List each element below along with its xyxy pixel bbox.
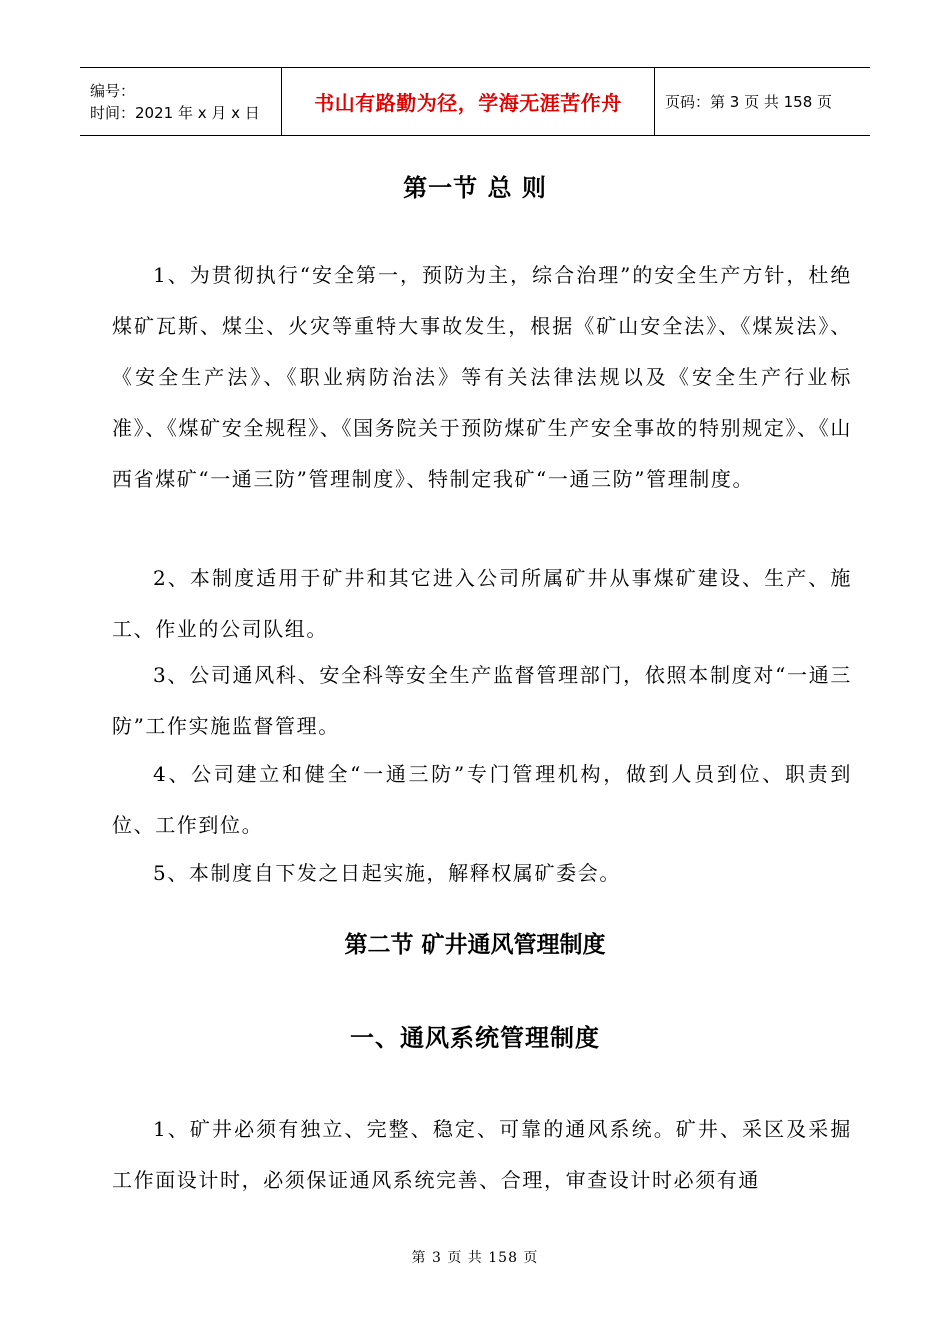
paragraph: 5、本制度自下发之日起实施，解释权属矿委会。 xyxy=(153,861,621,885)
section-1-title: 第一节 总 则 xyxy=(403,174,547,202)
document-time-label: 时间：2021 年 x 月 x 日 xyxy=(90,103,260,122)
paragraph: 2、本制度适用于矿井和其它进入公司所属矿井从事煤矿建设、生产、施工、作业的公司队组。 xyxy=(112,566,852,641)
header-motto: 书山有路勤为径，学海无涯苦作舟 xyxy=(282,68,655,135)
subsection-1-title: 一、通风系统管理制度 xyxy=(350,1024,600,1052)
page-footer: 第 3 页 共 158 页 xyxy=(411,1250,539,1266)
paragraph: 1、为贯彻执行“安全第一，预防为主，综合治理”的安全生产方针，杜绝煤矿瓦斯、煤尘、火灾等重特大事故发生，根据《矿山安全法》、《煤炭法》、《安全生产法》、《职业病防治法》等有关法律法规以及《安全生产行业标准》、《煤矿安全规程》、《国务院关于预防煤矿生产安全事故的特别规定》、《山西省煤矿“一通三防”管理制度》、特制定我矿“一通三防”管理制度。 xyxy=(112,263,852,491)
paragraph: 4、公司建立和健全“一通三防”专门管理机构，做到人员到位、职责到位、工作到位。 xyxy=(112,762,852,837)
document-number-label: 编号： xyxy=(90,81,136,100)
paragraph: 3、公司通风科、安全科等安全生产监督管理部门，依照本制度对“一通三防”工作实施监督管理。 xyxy=(112,663,852,738)
header-meta xyxy=(80,68,282,135)
section-2-title: 第二节 矿井通风管理制度 xyxy=(344,932,606,958)
paragraph: 1、矿井必须有独立、完整、稳定、可靠的通风系统。矿井、采区及采掘工作面设计时，必须保证通风系统完善、合理，审查设计时必须有通 xyxy=(112,1117,852,1192)
header-table xyxy=(80,67,870,136)
header-page-info: 页码：第 3 页 共 158 页 xyxy=(665,93,833,111)
